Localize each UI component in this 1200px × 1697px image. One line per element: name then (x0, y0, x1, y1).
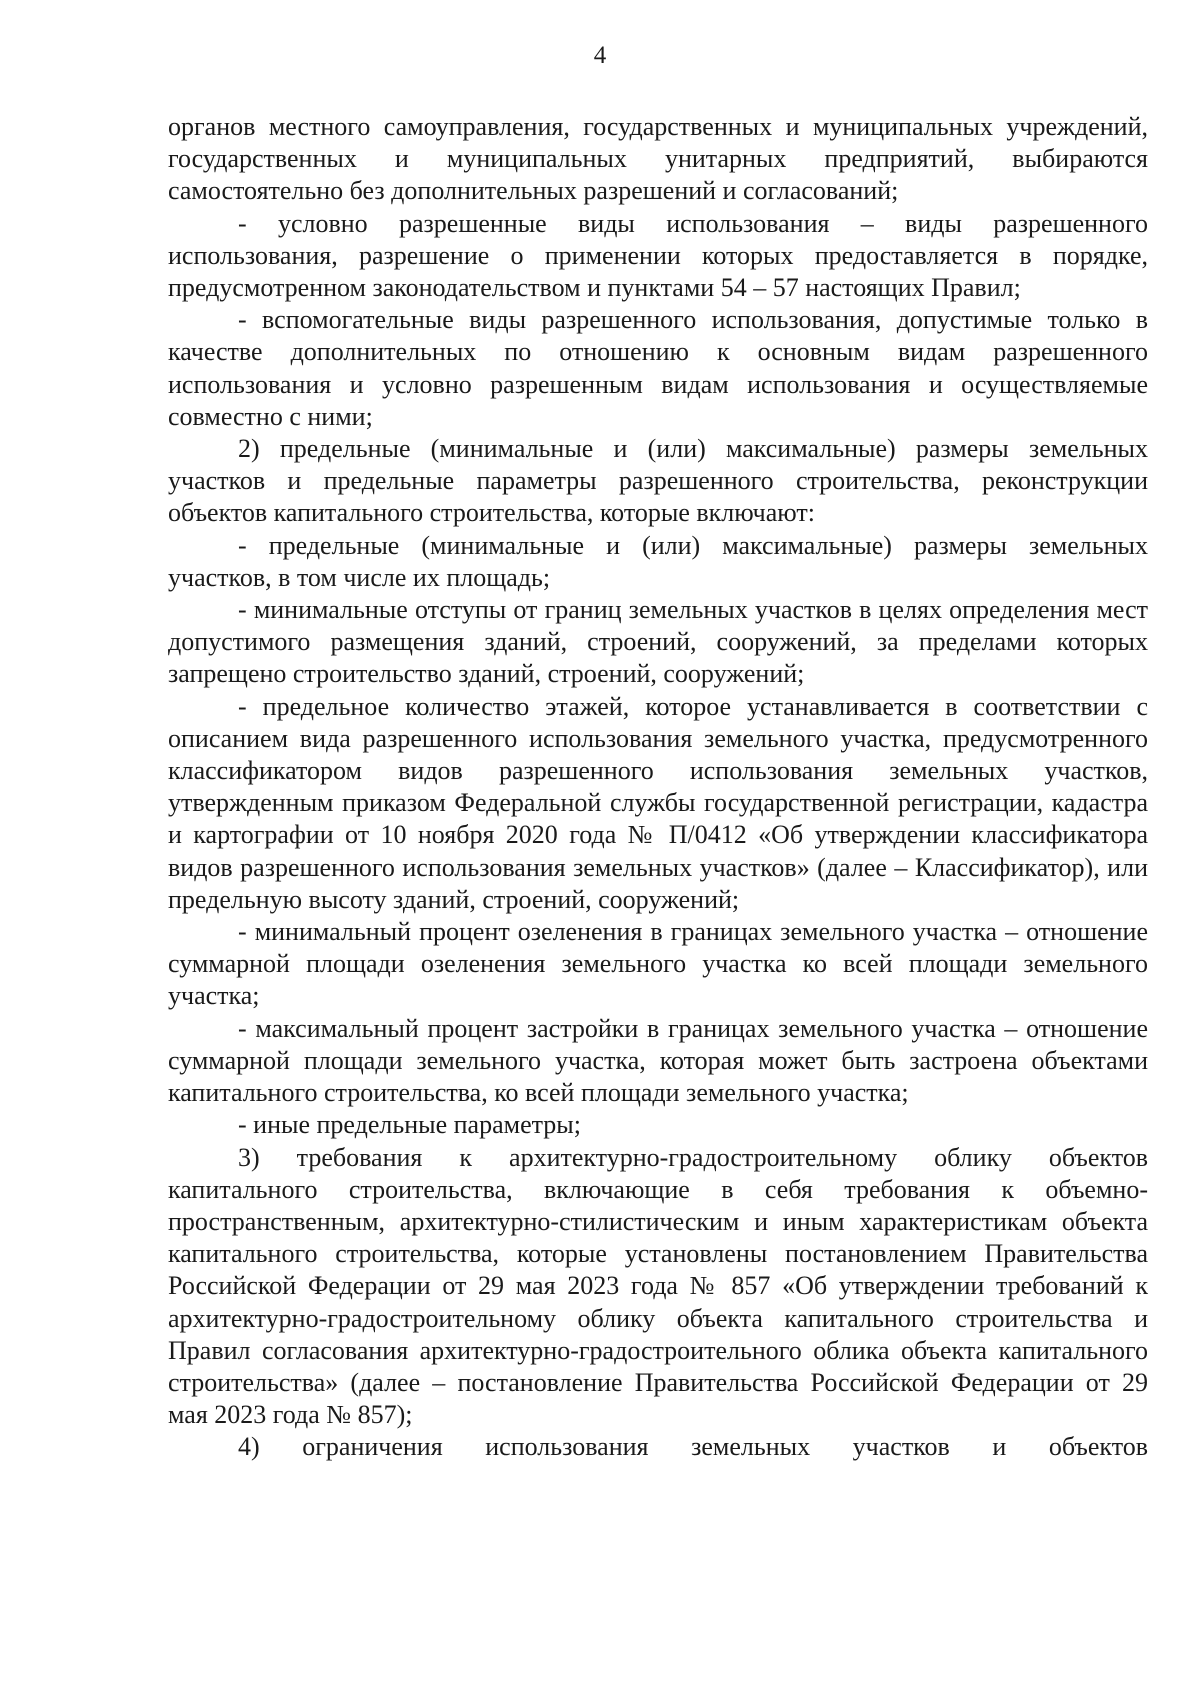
paragraph: органов местного самоуправления, государственных и муниципальных учреждений, государственных и муниципальных унитарных предприятий, выбираются самостоятельно без дополнительных разрешений и согласований; (168, 112, 1148, 206)
paragraph: 4) ограничения использования земельных участков и объектов (238, 1432, 1148, 1462)
paragraph: - минимальные отступы от границ земельных участков в целях определения мест допустимого размещения зданий, строений, сооружений, за пределами которых запрещено строительство зданий, строений, сооружений; (168, 595, 1148, 689)
paragraph: 2) предельные (минимальные и (или) максимальные) размеры земельных участков и предельные параметры разрешенного строительства, реконструкции объектов капитального строительства, которые включают: (168, 434, 1148, 528)
paragraph: - условно разрешенные виды использования – виды разрешенного использования, разрешение о применении которых предоставляется в порядке, предусмотренном законодательством и пунктами 54 – 57 настоящих Правил; (168, 208, 1148, 303)
paragraph: - иные предельные параметры; (238, 1110, 581, 1140)
paragraph: - минимальный процент озеленения в границах земельного участка – отношение суммарной площади озеленения земельного участка ко всей площади земельного участка; (168, 917, 1148, 1011)
paragraph: - максимальный процент застройки в границах земельного участка – отношение суммарной площади земельного участка, которая может быть застроена объектами капитального строительства, ко всей площади земельного участка; (168, 1013, 1148, 1108)
paragraph: 3) требования к архитектурно-градостроительному облику объектов капитального строительства, включающие в себя требования к объемно-пространственным, архитектурно-стилистическим и иным характеристикам объекта капитального строительства, которые установлены постановлением Правительства Российской Федерации от 29 мая 2023 года № 857 «Об утверждении требований к архитектурно-градостроительному облику объекта капитального строительства и Правил согласования архитектурно-градостроительного облика объекта капитального строительства» (далее – постановление Правительства Российской Федерации от 29 мая 2023 года № 857); (168, 1142, 1148, 1430)
paragraph: - предельные (минимальные и (или) максимальные) размеры земельных участков, в том числе их площадь; (168, 530, 1148, 592)
paragraph: - предельное количество этажей, которое устанавливается в соответствии с описанием вида разрешенного использования земельного участка, предусмотренного классификатором видов разрешенного использования земельных участков, утвержденным приказом Федеральной службы государственной регистрации, кадастра и картографии от 10 ноября 2020 года № П/0412 «Об утверждении классификатора видов разрешенного использования земельных участков» (далее – Классификатор), или предельную высоту зданий, строений, сооружений; (168, 691, 1148, 914)
page-number: 4 (593, 42, 607, 69)
paragraph: - вспомогательные виды разрешенного использования, допустимые только в качестве дополнительных по отношению к основным видам разрешенного использования и условно разрешенным видам использования и осуществляемые совместно с ними; (168, 305, 1148, 431)
document-body (168, 111, 1148, 1464)
